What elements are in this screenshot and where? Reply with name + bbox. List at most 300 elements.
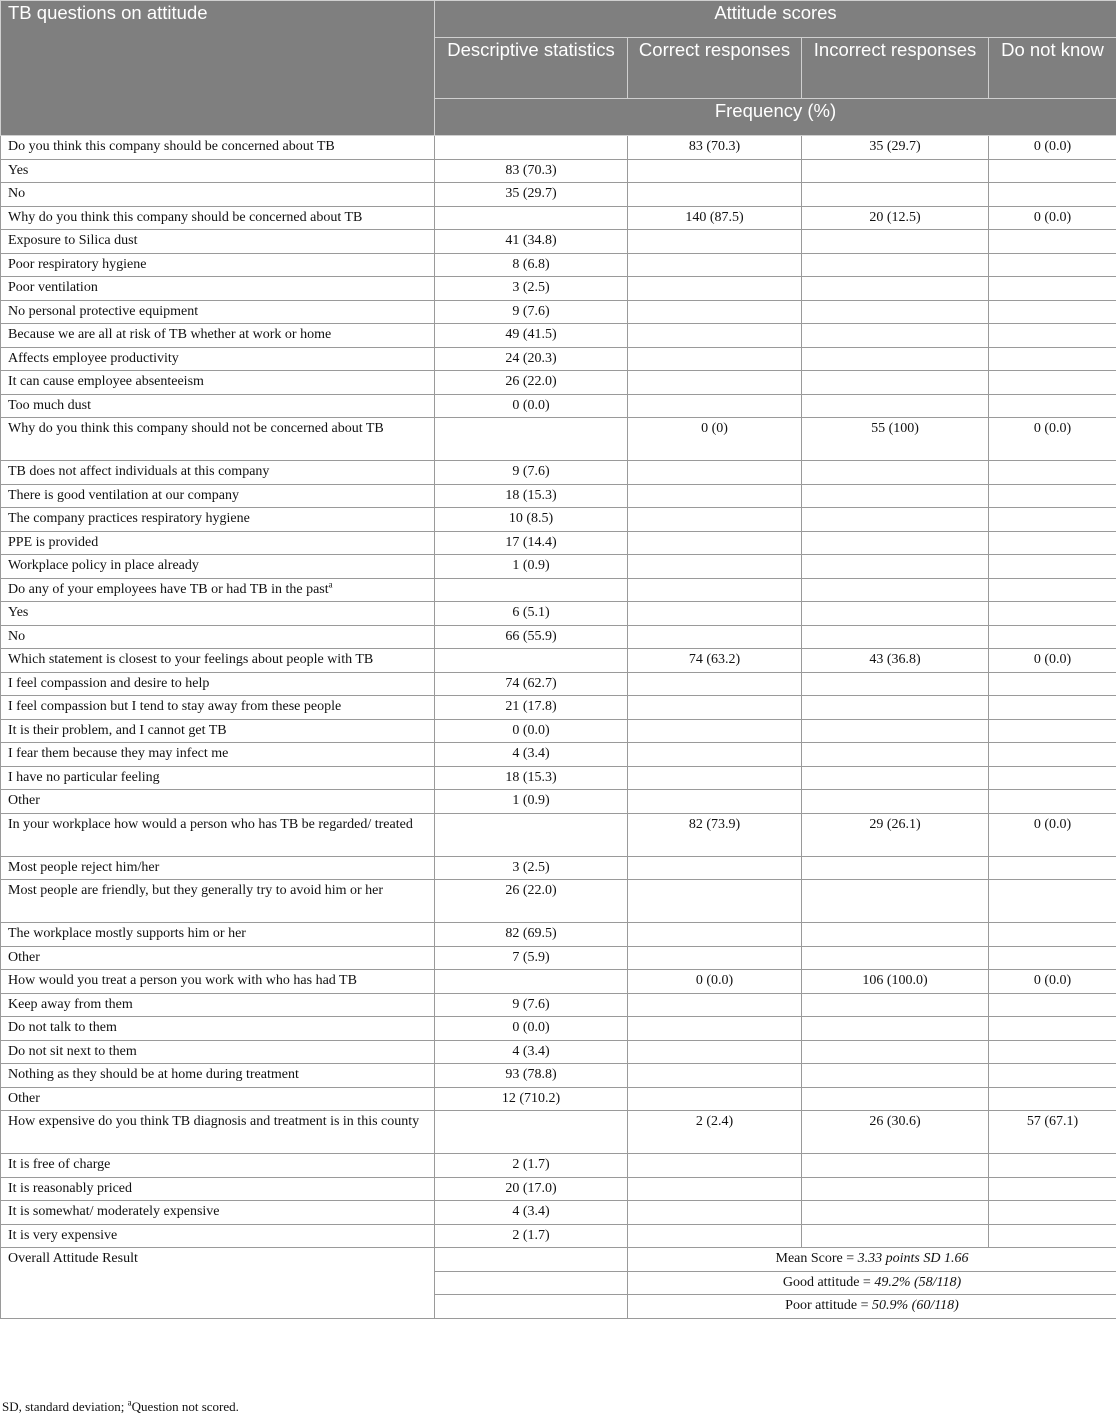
table-row bbox=[1, 1017, 1116, 1041]
do-not-know-cell bbox=[989, 1111, 1116, 1154]
correct-cell-text: 2 (2.4) bbox=[695, 1114, 734, 1129]
question-cell bbox=[1, 1111, 435, 1154]
overall-mean-score bbox=[628, 1248, 1116, 1272]
question-cell-text: I feel compassion but I tend to stay away from these people bbox=[8, 699, 342, 714]
table-row bbox=[1, 371, 1116, 395]
do-not-know-cell-text: 0 (0.0) bbox=[1033, 139, 1072, 154]
descriptive-cell bbox=[435, 602, 628, 626]
table-row bbox=[1, 394, 1116, 418]
correct-cell bbox=[628, 347, 802, 371]
overall-label: Overall Attitude Result bbox=[1, 1248, 435, 1319]
correct-cell bbox=[628, 649, 802, 673]
table-row bbox=[1, 649, 1116, 673]
descriptive-cell-text: 41 (34.8) bbox=[505, 233, 557, 248]
incorrect-cell bbox=[802, 277, 989, 301]
footnote-prefix: SD, standard deviation; bbox=[2, 1399, 128, 1414]
incorrect-cell bbox=[802, 649, 989, 673]
question-cell-text: How expensive do you think TB diagnosis and treatment is in this county bbox=[8, 1114, 420, 1129]
descriptive-cell-text: 18 (15.3) bbox=[505, 769, 557, 785]
descriptive-cell-text: 2 (1.7) bbox=[512, 1227, 550, 1243]
do-not-know-cell bbox=[989, 696, 1116, 720]
correct-cell bbox=[628, 719, 802, 743]
table-row bbox=[1, 672, 1116, 696]
descriptive-cell bbox=[435, 371, 628, 395]
question-cell bbox=[1, 1040, 435, 1064]
question-cell bbox=[1, 136, 435, 160]
descriptive-cell bbox=[435, 1111, 628, 1154]
descriptive-cell-text: 4 (3.4) bbox=[512, 746, 550, 761]
descriptive-cell-text: 93 (78.8) bbox=[505, 1067, 557, 1082]
do-not-know-cell bbox=[989, 1177, 1116, 1201]
correct-cell bbox=[628, 300, 802, 324]
do-not-know-cell bbox=[989, 324, 1116, 348]
correct-cell bbox=[628, 602, 802, 626]
header-questions: TB questions on attitude bbox=[1, 1, 435, 136]
question-cell-text: I have no particular feeling bbox=[8, 769, 160, 785]
correct-cell bbox=[628, 253, 802, 277]
table-row bbox=[1, 508, 1116, 532]
descriptive-cell-text: 10 (8.5) bbox=[508, 511, 554, 526]
do-not-know-cell-text: 57 (67.1) bbox=[1026, 1114, 1079, 1129]
table-row bbox=[1, 923, 1116, 947]
question-cell bbox=[1, 1177, 435, 1201]
do-not-know-cell bbox=[989, 183, 1116, 207]
question-cell-text: Workplace policy in place already bbox=[8, 558, 199, 573]
question-cell-text: Yes bbox=[8, 162, 29, 178]
question-cell bbox=[1, 743, 435, 767]
table-row bbox=[1, 1040, 1116, 1064]
table-row bbox=[1, 578, 1116, 602]
correct-cell-text: 74 (63.2) bbox=[688, 652, 741, 667]
descriptive-cell bbox=[435, 1087, 628, 1111]
table-row bbox=[1, 970, 1116, 994]
overall-empty-cell bbox=[435, 1271, 628, 1295]
question-cell-text: Other bbox=[8, 793, 40, 808]
incorrect-cell bbox=[802, 602, 989, 626]
descriptive-cell-text: 1 (0.9) bbox=[512, 793, 550, 808]
question-cell-text: Poor respiratory hygiene bbox=[8, 256, 147, 272]
question-cell bbox=[1, 394, 435, 418]
descriptive-cell bbox=[435, 1224, 628, 1248]
table-row bbox=[1, 743, 1116, 767]
table-row bbox=[1, 418, 1116, 461]
question-cell-text: Poor ventilation bbox=[8, 280, 98, 295]
descriptive-cell bbox=[435, 206, 628, 230]
table-row bbox=[1, 531, 1116, 555]
overall-empty-cell bbox=[435, 1295, 628, 1319]
question-cell bbox=[1, 1017, 435, 1041]
question-cell bbox=[1, 371, 435, 395]
correct-cell bbox=[628, 1017, 802, 1041]
question-cell bbox=[1, 253, 435, 277]
correct-cell-text: 140 (87.5) bbox=[685, 209, 744, 225]
descriptive-cell-text: 2 (1.7) bbox=[512, 1157, 550, 1172]
table-row bbox=[1, 159, 1116, 183]
incorrect-cell bbox=[802, 719, 989, 743]
incorrect-cell bbox=[802, 300, 989, 324]
header-frequency: Frequency (%) bbox=[435, 99, 1116, 136]
question-cell-text: Exposure to Silica dust bbox=[8, 233, 138, 248]
descriptive-cell-text: 18 (15.3) bbox=[505, 487, 557, 503]
question-cell-text: Do any of your employees have TB or had TB in the past bbox=[8, 581, 329, 597]
table-row bbox=[1, 766, 1116, 790]
question-cell-text: How would you treat a person you work with who has had TB bbox=[8, 973, 357, 988]
correct-cell-text: 0 (0) bbox=[701, 421, 728, 436]
question-cell-text: I feel compassion and desire to help bbox=[8, 675, 210, 691]
incorrect-cell bbox=[802, 136, 989, 160]
table-row bbox=[1, 1064, 1116, 1088]
poor-attitude-label: Poor attitude = bbox=[785, 1298, 872, 1313]
mean-score-value: 3.33 points SD 1.66 bbox=[857, 1251, 969, 1266]
correct-cell bbox=[628, 946, 802, 970]
correct-cell bbox=[628, 183, 802, 207]
question-cell-text: Because we are all at risk of TB whether at work or home bbox=[8, 327, 332, 342]
table-row bbox=[1, 1224, 1116, 1248]
do-not-know-cell bbox=[989, 880, 1116, 923]
table-row bbox=[1, 484, 1116, 508]
do-not-know-cell bbox=[989, 136, 1116, 160]
question-cell bbox=[1, 183, 435, 207]
descriptive-cell bbox=[435, 625, 628, 649]
question-cell-text: It can cause employee absenteeism bbox=[8, 374, 204, 389]
descriptive-cell-text: 3 (2.5) bbox=[512, 280, 550, 295]
question-cell-text: It is somewhat/ moderately expensive bbox=[8, 1204, 220, 1219]
question-cell-text: Nothing as they should be at home during treatment bbox=[8, 1067, 299, 1082]
do-not-know-cell bbox=[989, 856, 1116, 880]
incorrect-cell bbox=[802, 394, 989, 418]
question-cell bbox=[1, 159, 435, 183]
do-not-know-cell-text: 0 (0.0) bbox=[1033, 973, 1072, 988]
table-row bbox=[1, 856, 1116, 880]
incorrect-cell bbox=[802, 1224, 989, 1248]
incorrect-cell-text: 35 (29.7) bbox=[869, 139, 921, 154]
incorrect-cell bbox=[802, 578, 989, 602]
table-row bbox=[1, 555, 1116, 579]
incorrect-cell bbox=[802, 347, 989, 371]
question-cell bbox=[1, 461, 435, 485]
question-cell bbox=[1, 531, 435, 555]
table-row bbox=[1, 253, 1116, 277]
correct-cell bbox=[628, 555, 802, 579]
table-row bbox=[1, 1201, 1116, 1225]
question-cell-text: No bbox=[8, 186, 26, 201]
do-not-know-cell bbox=[989, 206, 1116, 230]
question-cell-text: It is very expensive bbox=[8, 1227, 118, 1243]
correct-cell-text: 0 (0.0) bbox=[695, 973, 734, 988]
question-cell bbox=[1, 1154, 435, 1178]
descriptive-cell-text: 24 (20.3) bbox=[505, 350, 557, 366]
incorrect-cell bbox=[802, 993, 989, 1017]
question-cell bbox=[1, 347, 435, 371]
do-not-know-cell bbox=[989, 1017, 1116, 1041]
correct-cell bbox=[628, 970, 802, 994]
question-cell-text: The workplace mostly supports him or her bbox=[8, 926, 246, 941]
do-not-know-cell bbox=[989, 602, 1116, 626]
table-row bbox=[1, 602, 1116, 626]
incorrect-cell bbox=[802, 743, 989, 767]
descriptive-cell bbox=[435, 970, 628, 994]
correct-cell bbox=[628, 531, 802, 555]
correct-cell bbox=[628, 880, 802, 923]
incorrect-cell bbox=[802, 324, 989, 348]
overall-poor-attitude bbox=[628, 1295, 1116, 1319]
descriptive-cell bbox=[435, 880, 628, 923]
do-not-know-cell bbox=[989, 970, 1116, 994]
descriptive-cell-text: 26 (22.0) bbox=[505, 883, 557, 898]
question-cell bbox=[1, 300, 435, 324]
footnote-marker: a bbox=[328, 578, 333, 589]
descriptive-cell-text: 82 (69.5) bbox=[505, 926, 557, 941]
question-cell bbox=[1, 625, 435, 649]
question-cell bbox=[1, 856, 435, 880]
descriptive-cell bbox=[435, 136, 628, 160]
question-cell bbox=[1, 813, 435, 856]
poor-attitude-value: 50.9% (60/118) bbox=[872, 1298, 959, 1313]
descriptive-cell bbox=[435, 324, 628, 348]
overall-empty-cell bbox=[435, 1248, 628, 1272]
do-not-know-cell bbox=[989, 719, 1116, 743]
question-cell-text: PPE is provided bbox=[8, 534, 99, 550]
descriptive-cell-text: 74 (62.7) bbox=[505, 675, 557, 691]
do-not-know-cell bbox=[989, 1064, 1116, 1088]
incorrect-cell-text: 106 (100.0) bbox=[862, 973, 928, 988]
incorrect-cell bbox=[802, 371, 989, 395]
correct-cell bbox=[628, 484, 802, 508]
do-not-know-cell-text: 0 (0.0) bbox=[1033, 652, 1072, 667]
descriptive-cell-text: 9 (7.6) bbox=[512, 464, 550, 479]
question-cell-text: Do not sit next to them bbox=[8, 1043, 137, 1059]
question-cell bbox=[1, 555, 435, 579]
table-row bbox=[1, 625, 1116, 649]
correct-cell bbox=[628, 1064, 802, 1088]
question-cell bbox=[1, 880, 435, 923]
descriptive-cell bbox=[435, 743, 628, 767]
correct-cell bbox=[628, 277, 802, 301]
question-cell-text: Which statement is closest to your feelings about people with TB bbox=[8, 652, 374, 667]
descriptive-cell-text: 66 (55.9) bbox=[505, 628, 557, 644]
question-cell-text: Do you think this company should be concerned about TB bbox=[8, 139, 335, 154]
do-not-know-cell bbox=[989, 371, 1116, 395]
do-not-know-cell bbox=[989, 1154, 1116, 1178]
incorrect-cell bbox=[802, 672, 989, 696]
question-cell bbox=[1, 324, 435, 348]
descriptive-cell-text: 9 (7.6) bbox=[512, 996, 550, 1012]
question-cell-text: Affects employee productivity bbox=[8, 350, 179, 366]
descriptive-cell-text: 3 (2.5) bbox=[512, 859, 550, 875]
do-not-know-cell bbox=[989, 531, 1116, 555]
incorrect-cell bbox=[802, 625, 989, 649]
question-cell-text: Other bbox=[8, 949, 40, 965]
question-cell-text: TB does not affect individuals at this company bbox=[8, 464, 270, 479]
table-body bbox=[1, 136, 1116, 1248]
descriptive-cell-text: 0 (0.0) bbox=[512, 722, 550, 738]
correct-cell bbox=[628, 508, 802, 532]
correct-cell-text: 83 (70.3) bbox=[688, 139, 741, 154]
correct-cell bbox=[628, 743, 802, 767]
incorrect-cell-text: 20 (12.5) bbox=[869, 209, 921, 225]
incorrect-cell bbox=[802, 508, 989, 532]
do-not-know-cell bbox=[989, 625, 1116, 649]
question-cell bbox=[1, 993, 435, 1017]
correct-cell bbox=[628, 625, 802, 649]
do-not-know-cell bbox=[989, 300, 1116, 324]
incorrect-cell-text: 55 (100) bbox=[871, 421, 919, 436]
descriptive-cell bbox=[435, 347, 628, 371]
question-cell bbox=[1, 946, 435, 970]
descriptive-cell bbox=[435, 1064, 628, 1088]
correct-cell bbox=[628, 1224, 802, 1248]
do-not-know-cell bbox=[989, 555, 1116, 579]
descriptive-cell bbox=[435, 578, 628, 602]
question-cell-text: In your workplace how would a person who has TB be regarded/ treated bbox=[8, 816, 413, 832]
question-cell bbox=[1, 230, 435, 254]
incorrect-cell bbox=[802, 880, 989, 923]
correct-cell bbox=[628, 1111, 802, 1154]
correct-cell bbox=[628, 324, 802, 348]
incorrect-cell bbox=[802, 923, 989, 947]
incorrect-cell bbox=[802, 484, 989, 508]
descriptive-cell bbox=[435, 300, 628, 324]
incorrect-cell bbox=[802, 1064, 989, 1088]
table-row bbox=[1, 136, 1116, 160]
correct-cell bbox=[628, 923, 802, 947]
descriptive-cell bbox=[435, 394, 628, 418]
do-not-know-cell bbox=[989, 766, 1116, 790]
do-not-know-cell bbox=[989, 277, 1116, 301]
descriptive-cell-text: 4 (3.4) bbox=[512, 1204, 550, 1219]
descriptive-cell bbox=[435, 790, 628, 814]
table-row bbox=[1, 183, 1116, 207]
descriptive-cell bbox=[435, 923, 628, 947]
table-row bbox=[1, 719, 1116, 743]
question-cell bbox=[1, 672, 435, 696]
question-cell-text: Most people are friendly, but they generally try to avoid him or her bbox=[8, 883, 384, 898]
descriptive-cell-text: 1 (0.9) bbox=[512, 558, 550, 573]
correct-cell bbox=[628, 1154, 802, 1178]
descriptive-cell-text: 26 (22.0) bbox=[505, 374, 557, 389]
descriptive-cell-text: 0 (0.0) bbox=[512, 397, 550, 413]
incorrect-cell bbox=[802, 813, 989, 856]
header-descriptive-statistics: Descriptive statistics bbox=[435, 38, 628, 99]
descriptive-cell-text: 7 (5.9) bbox=[512, 949, 550, 965]
descriptive-cell bbox=[435, 159, 628, 183]
table-row bbox=[1, 993, 1116, 1017]
table-footnote bbox=[2, 1399, 239, 1415]
header-incorrect-responses: Incorrect responses bbox=[802, 38, 989, 99]
table-row bbox=[1, 790, 1116, 814]
descriptive-cell-text: 9 (7.6) bbox=[512, 303, 550, 319]
do-not-know-cell bbox=[989, 790, 1116, 814]
do-not-know-cell bbox=[989, 1087, 1116, 1111]
question-cell-text: It is their problem, and I cannot get TB bbox=[8, 722, 227, 738]
header-correct-responses: Correct responses bbox=[628, 38, 802, 99]
descriptive-cell bbox=[435, 418, 628, 461]
incorrect-cell bbox=[802, 970, 989, 994]
do-not-know-cell bbox=[989, 1201, 1116, 1225]
do-not-know-cell-text: 0 (0.0) bbox=[1033, 209, 1072, 225]
question-cell bbox=[1, 696, 435, 720]
table-row bbox=[1, 880, 1116, 923]
question-cell bbox=[1, 1087, 435, 1111]
descriptive-cell bbox=[435, 672, 628, 696]
descriptive-cell bbox=[435, 277, 628, 301]
descriptive-cell bbox=[435, 484, 628, 508]
question-cell bbox=[1, 277, 435, 301]
do-not-know-cell-text: 0 (0.0) bbox=[1033, 816, 1072, 832]
descriptive-cell-text: 49 (41.5) bbox=[505, 327, 557, 342]
question-cell bbox=[1, 206, 435, 230]
table-row bbox=[1, 277, 1116, 301]
question-cell-text: Other bbox=[8, 1090, 40, 1106]
descriptive-cell-text: 21 (17.8) bbox=[505, 699, 557, 714]
do-not-know-cell bbox=[989, 1040, 1116, 1064]
incorrect-cell bbox=[802, 1154, 989, 1178]
question-cell-text: Keep away from them bbox=[8, 996, 133, 1012]
descriptive-cell bbox=[435, 766, 628, 790]
descriptive-cell-text: 0 (0.0) bbox=[512, 1020, 550, 1035]
descriptive-cell bbox=[435, 649, 628, 673]
table-row bbox=[1, 300, 1116, 324]
question-cell bbox=[1, 923, 435, 947]
question-cell bbox=[1, 790, 435, 814]
table-row bbox=[1, 1154, 1116, 1178]
descriptive-cell-text: 83 (70.3) bbox=[505, 162, 557, 178]
descriptive-cell bbox=[435, 508, 628, 532]
question-cell bbox=[1, 1224, 435, 1248]
do-not-know-cell bbox=[989, 159, 1116, 183]
descriptive-cell bbox=[435, 461, 628, 485]
correct-cell bbox=[628, 1201, 802, 1225]
incorrect-cell bbox=[802, 531, 989, 555]
correct-cell bbox=[628, 790, 802, 814]
incorrect-cell bbox=[802, 555, 989, 579]
question-cell-text: There is good ventilation at our company bbox=[8, 487, 239, 503]
table-row bbox=[1, 946, 1116, 970]
do-not-know-cell bbox=[989, 461, 1116, 485]
question-cell bbox=[1, 578, 435, 602]
table-row bbox=[1, 324, 1116, 348]
table-header bbox=[1, 1, 1116, 136]
header-attitude-scores: Attitude scores bbox=[435, 1, 1116, 38]
question-cell-text: Most people reject him/her bbox=[8, 859, 160, 875]
correct-cell bbox=[628, 1177, 802, 1201]
question-cell bbox=[1, 719, 435, 743]
incorrect-cell bbox=[802, 1087, 989, 1111]
incorrect-cell bbox=[802, 418, 989, 461]
descriptive-cell bbox=[435, 1017, 628, 1041]
descriptive-cell-text: 20 (17.0) bbox=[505, 1180, 557, 1196]
descriptive-cell bbox=[435, 813, 628, 856]
question-cell-text: It is reasonably priced bbox=[8, 1180, 133, 1196]
correct-cell bbox=[628, 672, 802, 696]
do-not-know-cell bbox=[989, 923, 1116, 947]
correct-cell bbox=[628, 578, 802, 602]
incorrect-cell bbox=[802, 253, 989, 277]
footnote-marker: a bbox=[127, 1397, 132, 1408]
incorrect-cell bbox=[802, 1017, 989, 1041]
question-cell-text: Yes bbox=[8, 605, 29, 620]
do-not-know-cell bbox=[989, 993, 1116, 1017]
correct-cell bbox=[628, 993, 802, 1017]
descriptive-cell bbox=[435, 531, 628, 555]
do-not-know-cell bbox=[989, 508, 1116, 532]
question-cell bbox=[1, 649, 435, 673]
do-not-know-cell-text: 0 (0.0) bbox=[1033, 421, 1072, 436]
mean-score-label: Mean Score = bbox=[775, 1251, 858, 1266]
correct-cell bbox=[628, 813, 802, 856]
correct-cell bbox=[628, 1040, 802, 1064]
correct-cell bbox=[628, 159, 802, 183]
